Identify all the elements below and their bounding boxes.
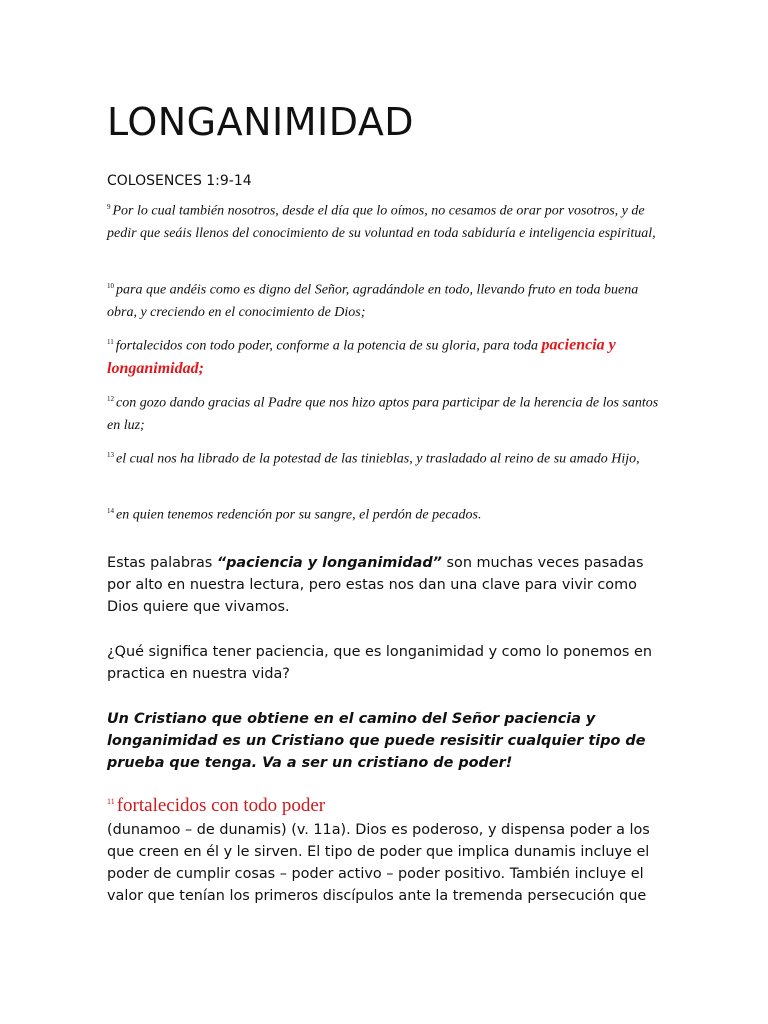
verse-number: 9 [107,203,111,211]
scripture-reference: COLOSENCES 1:9-14 [107,173,252,189]
verse-text: en quien tenemos redención por su sangre, el perdón de pecados. [116,507,482,523]
verse-number: 11 [107,796,115,806]
verse-number: 11 [107,338,114,346]
verse-text: para que andéis como es digno del Señor, agradándole en todo, llevando fruto en toda buena obra, y creciendo en el conocimiento de Dios; [107,282,639,320]
verse-12 [107,388,667,437]
section-heading: $^{11}$ fortalecidos con todo poder [107,795,326,816]
verse-text: Por lo cual también nosotros, desde el día que lo oímos, no cesamos de orar por vosotros, y de pedir que seáis llenos del conocimiento de su voluntad en toda sabiduría e inteligencia espiritual, [107,203,656,241]
verse-11 [107,331,667,381]
verse-text: fortalecidos con todo poder, conforme a la potencia de su gloria, para toda [115,338,539,354]
paragraph-dunamis: (dunamoo – de dunamis) (v. 11a). Dios es poderoso, y dispensa poder a los que creen en él y le sirven. El tipo de poder que implica dunamis incluye el poder de cumplir cosas – poder activo – poder positivo. También incluye el valor que tenían los primeros discípulos ante la tremenda persecución que [107,822,650,904]
verse-number: 12 [107,395,114,403]
emphasis-phrase: “paciencia y longanimidad” [216,555,442,571]
verse-9 [107,196,667,245]
verse-text: el cual nos ha librado de la potestad de las tinieblas, y trasladado al reino de su amado Hijo, [116,451,640,467]
verse-number: 13 [107,451,114,459]
verse-14 [107,500,667,527]
highlighted-phrase: paciencia y longanimidad; [107,336,616,377]
verse-text: con gozo dando gracias al Padre que nos hizo aptos para participar de la herencia de los santos en luz; [107,395,659,433]
verse-number: 10 [107,282,114,290]
paragraph-bold-statement: Un Cristiano que obtiene en el camino del Señor paciencia y longanimidad es un Cristiano que puede resisitir cualquier tipo de prueba que tenga. Va a ser un cristiano de poder! [107,711,646,771]
verse-number: 14 [107,507,114,515]
verse-13 [107,444,667,471]
paragraph-intro: Estas palabras “paciencia y longanimidad” son muchas veces pasadas por alto en nuestra lectura, pero estas nos dan una clave para vivir como Dios quiere que vivamos. [107,555,644,615]
verse-10 [107,275,667,324]
paragraph-question: ¿Qué significa tener paciencia, que es longanimidad y como lo ponemos en practica en nuestra vida? [107,644,652,682]
page-title: LONGANIMIDAD [107,100,415,144]
